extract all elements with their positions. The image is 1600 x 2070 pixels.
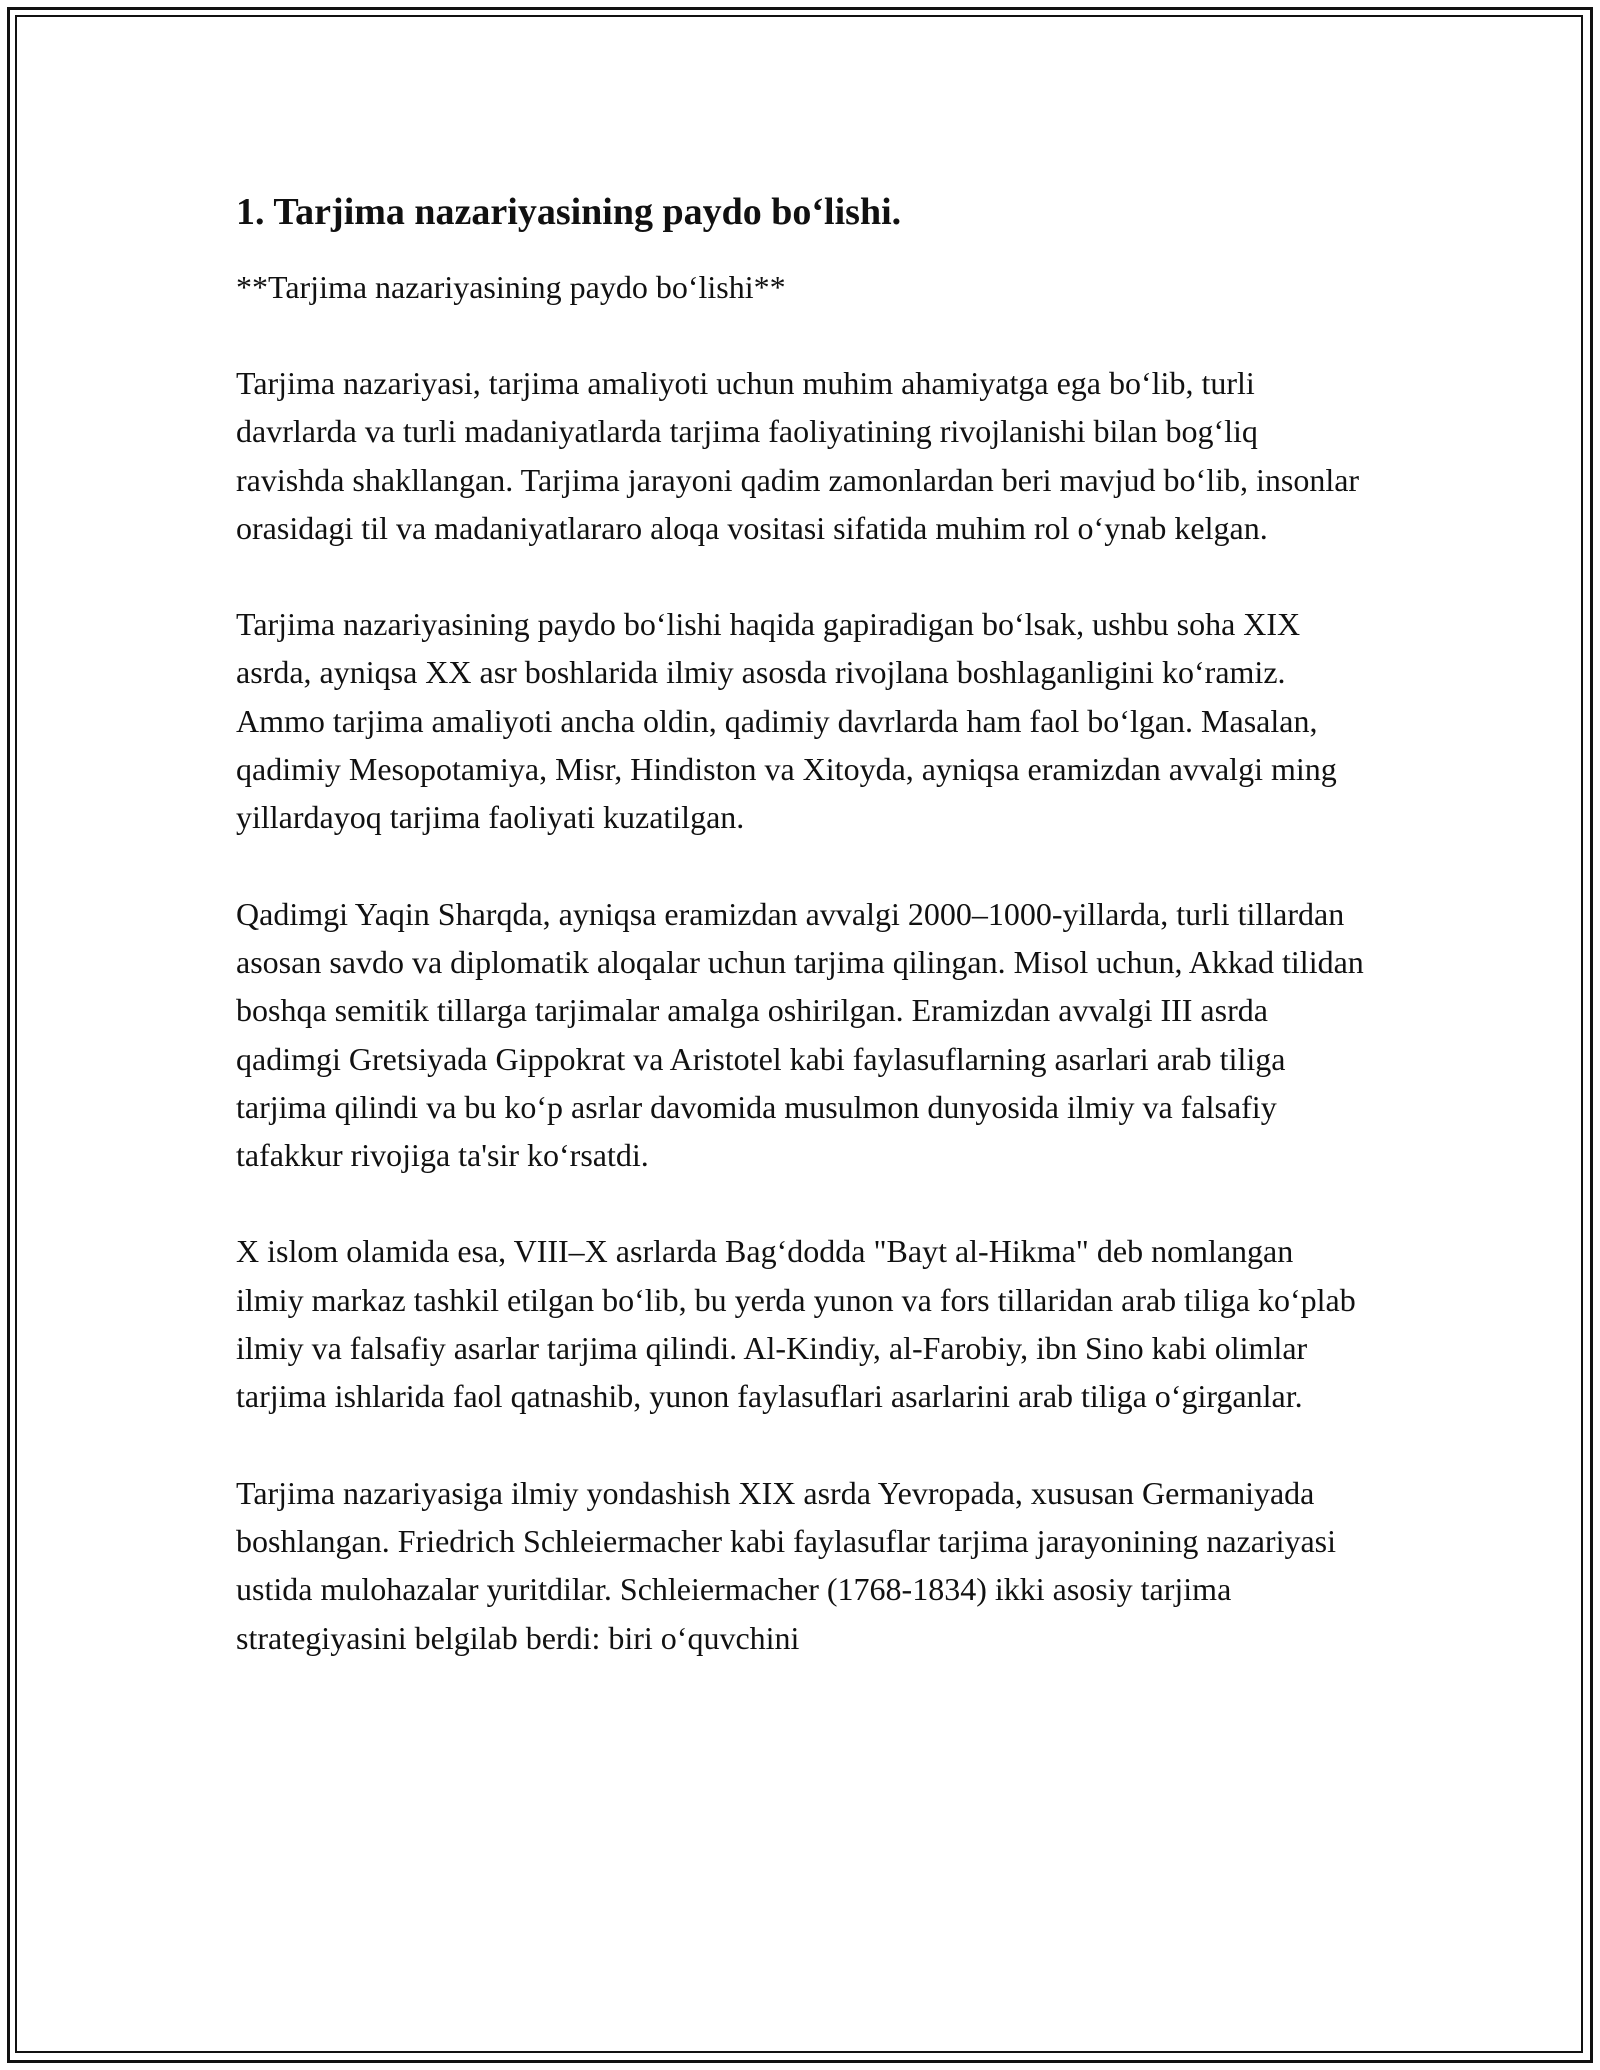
paragraph-5: Tarjima nazariyasiga ilmiy yondashish XIX asrda Yevropada, xususan Germaniyada boshlangan. Friedrich Schleiermacher kabi faylasuflar tarjima jarayonining nazariyasi ustida mulohazalar yuritdilar. Schleiermacher (1768-1834) ikki asosiy tarjima strategiyasini belgilab berdi: biri o‘quvchini — [236, 1474, 1337, 1656]
paragraph-4: X islom olamida esa, VIII–X asrlarda Bag‘dodda "Bayt al-Hikma" deb nomlangan ilmiy markaz tashkil etilgan bo‘lib, bu yerda yunon va fors tillaridan arab tiliga ko‘plab ilmiy va falsafiy asarlar tarjima qilindi. Al-Kindiy, al-Farobiy, ibn Sino kabi olimlar tarjima ishlarida faol qatnashib, yunon faylasuflari asarlarini arab tiliga o‘girganlar. — [236, 1233, 1356, 1415]
section-heading: 1. Tarjima nazariyasining paydo bo‘lishi. — [236, 191, 902, 233]
paragraph-1: Tarjima nazariyasi, tarjima amaliyoti uchun muhim ahamiyatga ega bo‘lib, turli davrlarda va turli madaniyatlarda tarjima faoliyatining rivojlanishi bilan bog‘liq ravishda shakllangan. Tarjima jarayoni qadim zamonlardan beri mavjud bo‘lib, insonlar orasidagi til va madaniyatlararo aloqa vositasi sifatida muhim rol o‘ynab kelgan. — [236, 365, 1360, 546]
document-body — [236, 183, 1366, 1662]
paragraph-2: Tarjima nazariyasining paydo bo‘lishi haqida gapiradigan bo‘lsak, ushbu soha XIX asrda, ayniqsa XX asr boshlarida ilmiy asosda rivojlana boshlaganligini ko‘ramiz. Ammo tarjima amaliyoti ancha oldin, qadimiy davrlarda ham faol bo‘lgan. Masalan, qadimiy Mesopotamiya, Misr, Hindiston va Xitoyda, ayniqsa eramizdan avvalgi ming yillardayoq tarjima faoliyati kuzatilgan. — [236, 606, 1337, 836]
section-subtitle: **Tarjima nazariyasining paydo bo‘lishi** — [236, 269, 786, 305]
paragraph-3: Qadimgi Yaqin Sharqda, ayniqsa eramizdan avvalgi 2000–1000-yillarda, turli tillardan asosan savdo va diplomatik aloqalar uchun tarjima qilingan. Misol uchun, Akkad tilidan boshqa semitik tillarga tarjimalar amalga oshirilgan. Eramizdan avvalgi III asrda qadimgi Gretsiyada Gippokrat va Aristotel kabi faylasuflarning asarlari arab tiliga tarjima qilindi va bu ko‘p asrlar davomida musulmon dunyosida ilmiy va falsafiy tafakkur rivojiga ta'sir ko‘rsatdi. — [236, 895, 1364, 1174]
